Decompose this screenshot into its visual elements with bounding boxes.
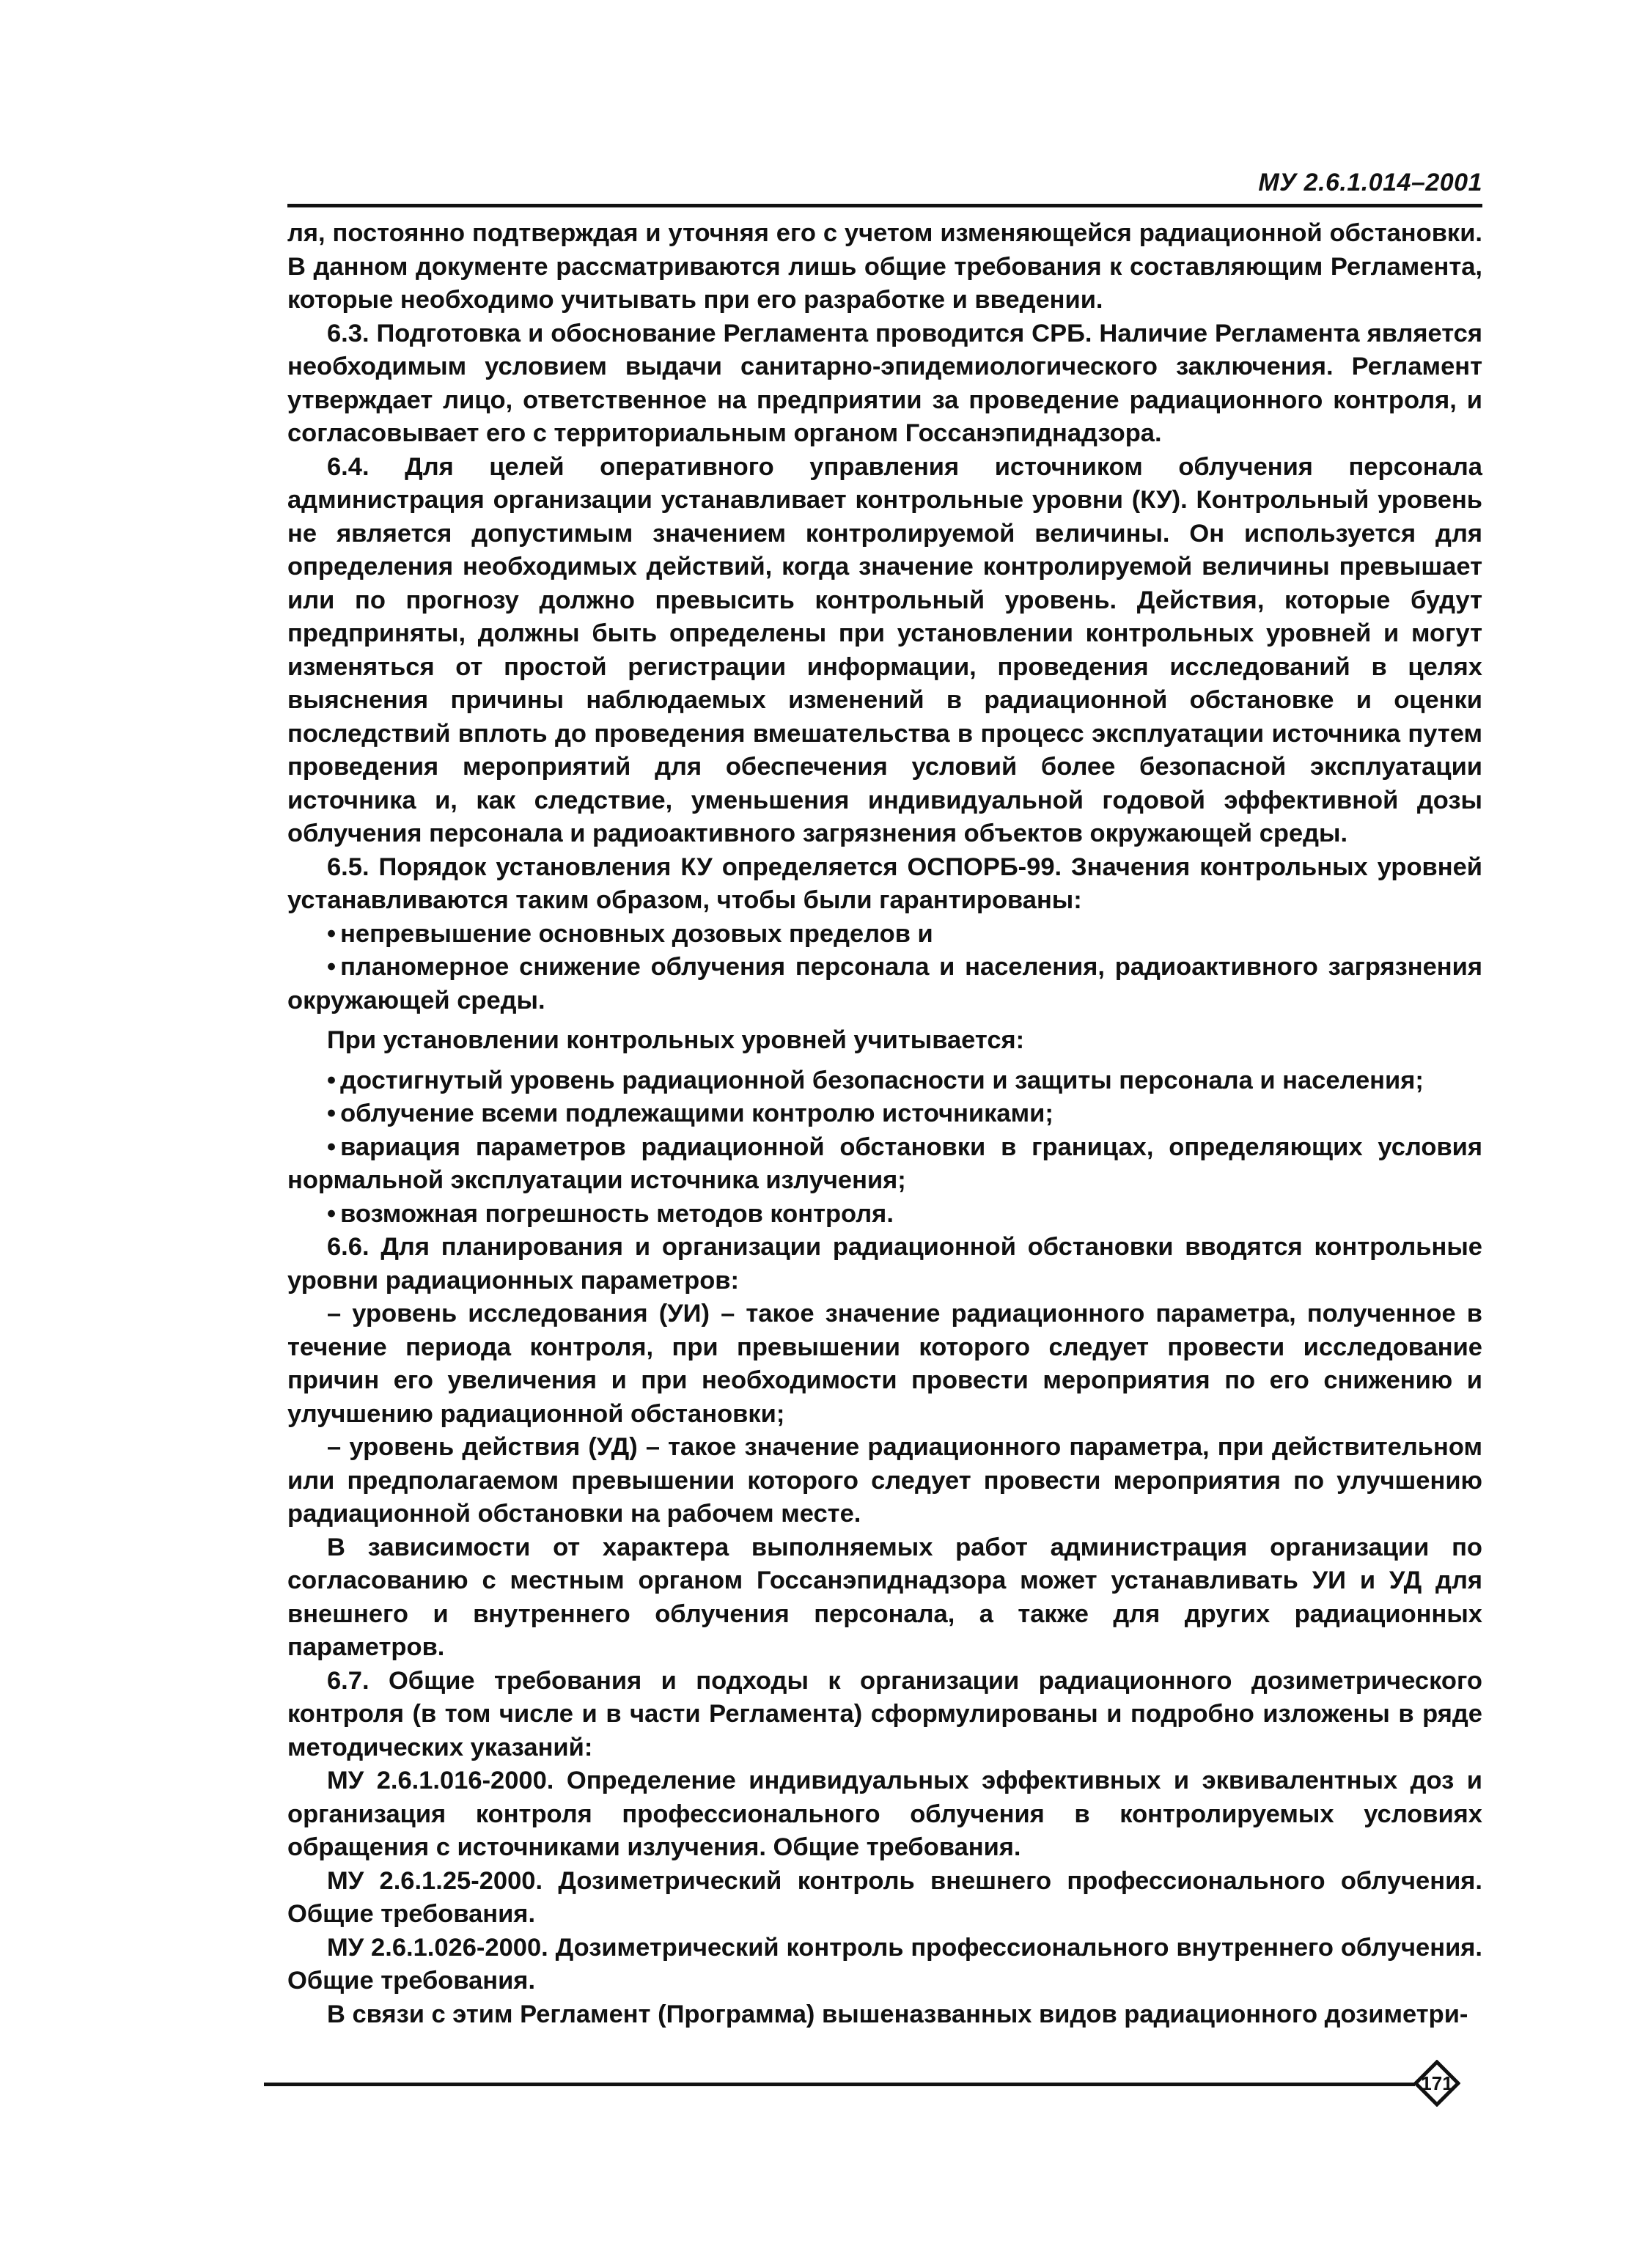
list-item (287, 918, 1482, 951)
list-item-text: планомерное снижение облучения персонала и населения, радиоактивного загрязнения окружающей среды. (287, 953, 1482, 1015)
document-code: МУ 2.6.1.014–2001 (1258, 169, 1482, 196)
paragraph: – уровень исследования (УИ) – такое значение радиационного параметра, полученное в течение периода контроля, при превышении которого следует провести исследование причин его увеличения и при необходимости провести мероприятия по его снижению и улучшению радиационной обстановки; (287, 1300, 1482, 1428)
bullet-icon: • (327, 1100, 337, 1127)
paragraph-6-4: 6.4. Для целей оперативного управления источником облучения персонала администрация организации устанавливает контрольные уровни (КУ). Контрольный уровень не является допустимым значением контролируемой величины. Он используется для определения необходимых действий, когда значение контролируемой величины превышает или по прогнозу должно превысить контрольный уровень. Действия, которые будут предприняты, должны быть определены при установлении контрольных уровней и могут изменяться от простой регистрации информации, проведения исследований в целях выяснения причины наблюдаемых изменений в радиационной обстановке и оценки последствий вплоть до проведения вмешательства в процесс эксплуатации источника путем проведения мероприятий для обеспечения условий более безопасной эксплуатации источника и, как следствие, уменьшения индивидуальной годовой эффективной дозы облучения персонала и радиоактивного загрязнения объектов окружающей среды. (287, 452, 1482, 847)
list-item-text: возможная погрешность методов контроля. (340, 1199, 894, 1228)
paragraph-6-7: 6.7. Общие требования и подходы к организации радиационного дозиметрического контроля (в том числе и в части Регламента) сформулированы и подробно изложены в ряде методических указаний: (287, 1666, 1482, 1761)
paragraph: ля, постоянно подтверждая и уточняя его с учетом изменяющейся радиационной обстановки. В данном документе рассматриваются лишь общие требования к составляющим Регламента, которые необходимо учитывать при его разработке и введении. (287, 219, 1482, 314)
list-item (287, 951, 1482, 1017)
list-item-text: достигнутый уровень радиационной безопасности и защиты персонала и населения; (340, 1066, 1424, 1094)
page-number-badge (1413, 2060, 1460, 2107)
page-number: 171 (1421, 2072, 1453, 2094)
paragraph-6-6: 6.6. Для планирования и организации радиационной обстановки вводятся контрольные уровни радиационных параметров: (287, 1233, 1482, 1295)
paragraph-6-3: 6.3. Подготовка и обоснование Регламента проводится СРБ. Наличие Регламента является необходимым условием выдачи санитарно-эпидемиологического заключения. Регламент утверждает лицо, ответственное на предприятии за проведение радиационного контроля, и согласовывает его с территориальным органом Госсанэпиднадзора. (287, 319, 1482, 447)
footer-rule (264, 2083, 1415, 2086)
list-item (287, 1131, 1482, 1198)
bullet-icon: • (327, 1066, 337, 1094)
list-item-text: облучение всеми подлежащими контролю источниками; (340, 1100, 1054, 1127)
paragraph: – уровень действия (УД) – такое значение радиационного параметра, при действительном или предполагаемом превышении которого следует провести мероприятия по улучшению радиационной обстановки на рабочем месте. (287, 1433, 1482, 1528)
list-item-text: непревышение основных дозовых пределов и (340, 919, 933, 948)
paragraph: МУ 2.6.1.016-2000. Определение индивидуальных эффективных и эквивалентных доз и организация контроля профессионального облучения в контролируемых условиях обращения с источниками излучения. Общие требования. (287, 1767, 1482, 1861)
bullet-icon: • (327, 1133, 337, 1161)
body-text (287, 217, 1482, 2031)
bullet-icon: • (327, 919, 337, 948)
paragraph: В зависимости от характера выполняемых работ администрация организации по согласованию с местным органом Госсанэпиднадзора может устанавливать УИ и УД для внешнего и внутреннего облучения персонала, а также для других радиационных параметров. (287, 1533, 1482, 1661)
paragraph-6-5: 6.5. Порядок установления КУ определяется ОСПОРБ-99. Значения контрольных уровней устанавливаются таким образом, чтобы были гарантированы: (287, 853, 1482, 914)
list-item-text: вариация параметров радиационной обстановки в границах, определяющих условия нормальной эксплуатации источника излучения; (287, 1133, 1482, 1194)
header-rule (287, 204, 1482, 207)
list-item (287, 1198, 1482, 1231)
bullet-icon: • (327, 1199, 337, 1228)
paragraph: При установлении контрольных уровней учитывается: (327, 1026, 1025, 1054)
paragraph: МУ 2.6.1.25-2000. Дозиметрический контроль внешнего профессионального облучения. Общие требования. (287, 1866, 1482, 1928)
list-item (287, 1064, 1482, 1098)
paragraph: МУ 2.6.1.026-2000. Дозиметрический контроль профессионального внутреннего облучения. Общие требования. (287, 1933, 1482, 1995)
list-item (287, 1097, 1482, 1131)
paragraph: В связи с этим Регламент (Программа) вышеназванных видов радиационного дозиметри- (327, 2000, 1468, 2028)
bullet-icon: • (327, 953, 337, 981)
